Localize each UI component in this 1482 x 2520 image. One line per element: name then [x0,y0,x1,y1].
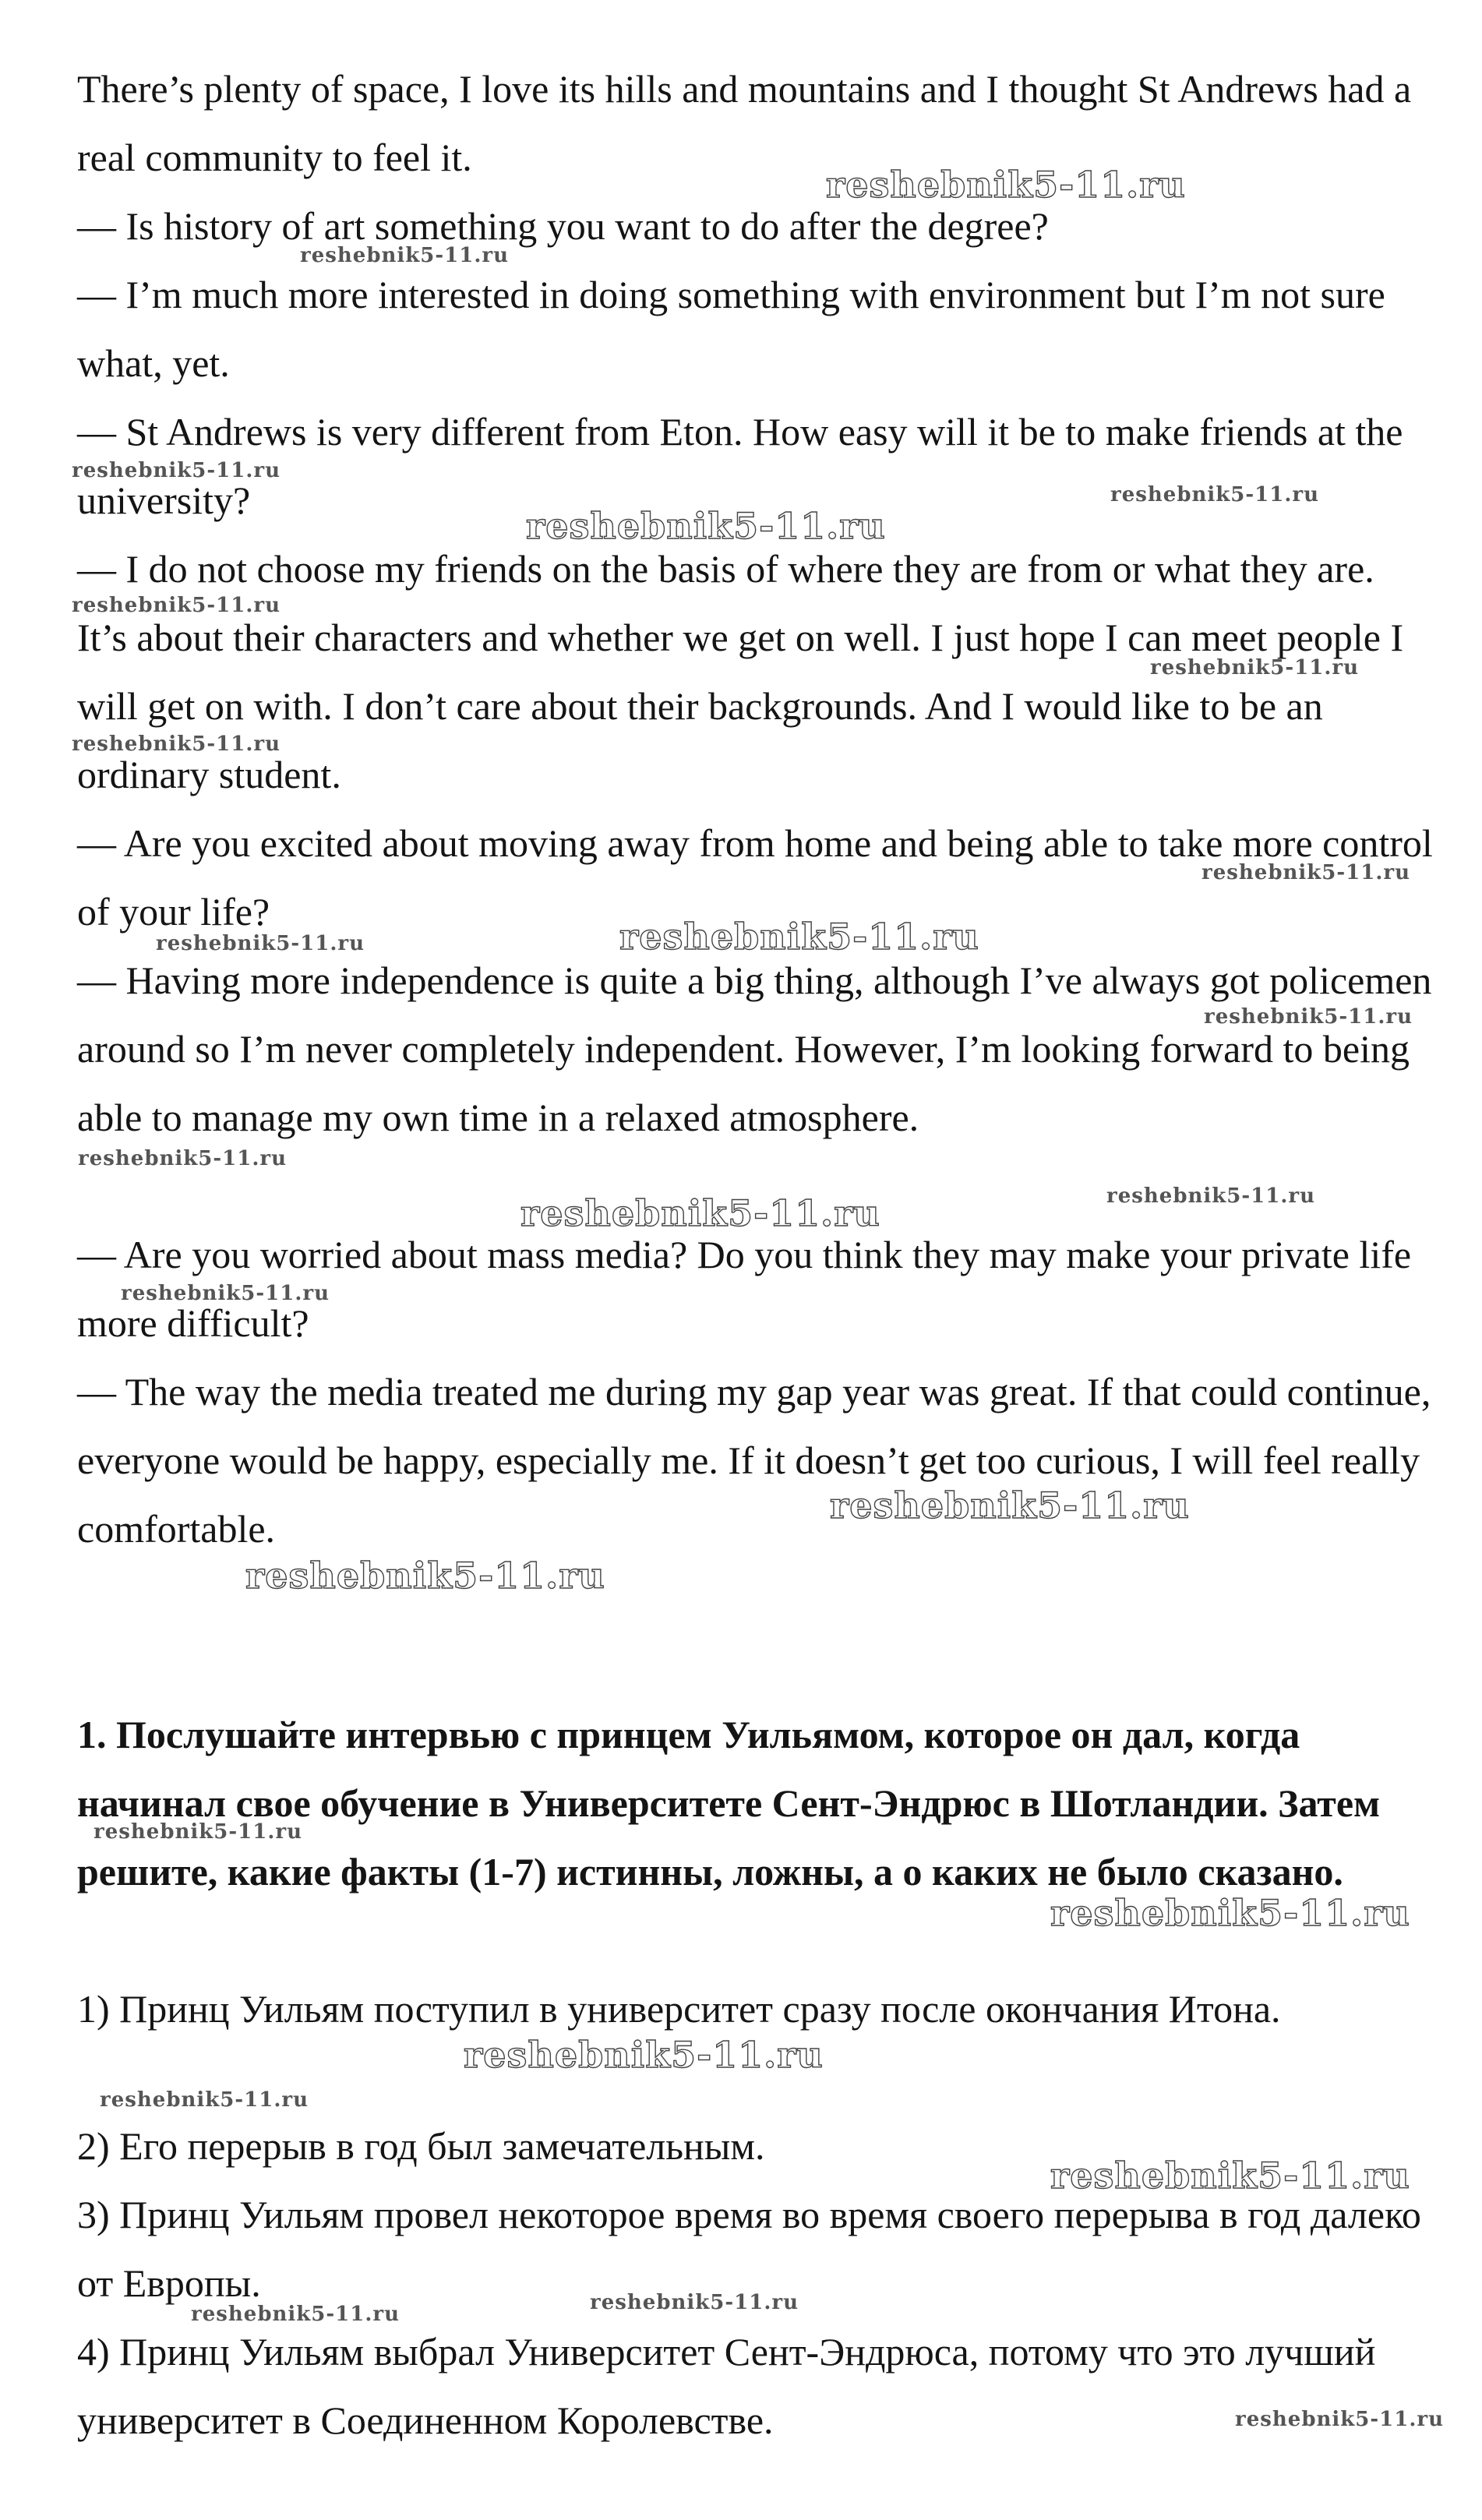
paragraph: — St Andrews is very different from Eton. How easy will it be to make friends at the university? [77,410,1403,522]
paragraph: — Is history of art something you want to do after the degree? [77,204,1049,248]
watermark: reshebnik5-11.ru [590,2291,799,2314]
watermark: reshebnik5-11.ru [1150,656,1360,679]
watermark: reshebnik5-11.ru [100,2088,309,2112]
watermark: reshebnik5-11.ru [245,1555,605,1597]
task-item: 2) Его перерыв в год был замечательным. [77,2124,765,2168]
watermark: reshebnik5-11.ru [1106,1184,1316,1208]
watermark: reshebnik5-11.ru [464,2034,824,2076]
watermark: reshebnik5-11.ru [1235,2408,1445,2431]
watermark: reshebnik5-11.ru [191,2303,400,2326]
watermark: reshebnik5-11.ru [1201,861,1411,884]
paragraph: — I do not choose my friends on the basis of where they are from or what they are. It’s about their characters and whether we get on well. I just hope I can meet people I will get on with. I don’t care about their backgrounds. And I would like to be an ordinary student. [77,547,1404,796]
watermark: reshebnik5-11.ru [619,916,979,958]
watermark: reshebnik5-11.ru [156,932,365,955]
watermark: reshebnik5-11.ru [520,1192,880,1234]
paragraph: — Are you worried about mass media? Do you think they may make your private life more difficult? [77,1233,1412,1345]
paragraph: — Having more independence is quite a big thing, although I’ve always got policemen around so I’m never completely independent. However, I’m looking forward to being able to manage my own time in a relaxed atmosphere. [77,958,1432,1139]
watermark: reshebnik5-11.ru [1050,2155,1410,2197]
watermark: reshebnik5-11.ru [72,459,281,482]
watermark: reshebnik5-11.ru [72,732,281,756]
watermark: reshebnik5-11.ru [526,505,886,547]
paragraph: — The way the media treated me during my gap year was great. If that could continue, everyone would be happy, especially me. If it doesn’t get too curious, I will feel really comfortable. [77,1370,1431,1551]
paragraph: There’s plenty of space, I love its hills and mountains and I thought St Andrews had a real community to feel it. [77,67,1412,179]
task-item: 4) Принц Уильям выбрал Университет Сент-Эндрюса, потому что это лучший университет в Соединенном Королевстве. [77,2330,1376,2442]
watermark: reshebnik5-11.ru [121,1282,330,1305]
task-item: 1) Принц Уильям поступил в университет сразу после окончания Итона. [77,1987,1281,2031]
task-item: 3) Принц Уильям провел некоторое время во время своего перерыва в год далеко от Европы. [77,2193,1421,2305]
watermark: reshebnik5-11.ru [78,1147,288,1170]
paragraph: — I’m much more interested in doing something with environment but I’m not sure what, yet. [77,273,1385,385]
watermark: reshebnik5-11.ru [94,1820,303,1844]
task-heading: 1. Послушайте интервью с принцем Уильямом, которое он дал, когда начинал свое обучение в Университете Сент-Эндрюс в Шотландии. Затем решите, какие факты (1-7) истинны, ложны, а о каких не было сказано. [77,1713,1381,1894]
watermark: reshebnik5-11.ru [830,1484,1190,1526]
watermark: reshebnik5-11.ru [300,244,510,267]
watermark: reshebnik5-11.ru [1204,1005,1413,1029]
watermark: reshebnik5-11.ru [1110,483,1320,506]
watermark: reshebnik5-11.ru [1050,1892,1410,1934]
watermark: reshebnik5-11.ru [72,594,281,617]
paragraph: — Are you excited about moving away from home and being able to take more control of your life? [77,821,1433,934]
watermark: reshebnik5-11.ru [826,164,1186,206]
